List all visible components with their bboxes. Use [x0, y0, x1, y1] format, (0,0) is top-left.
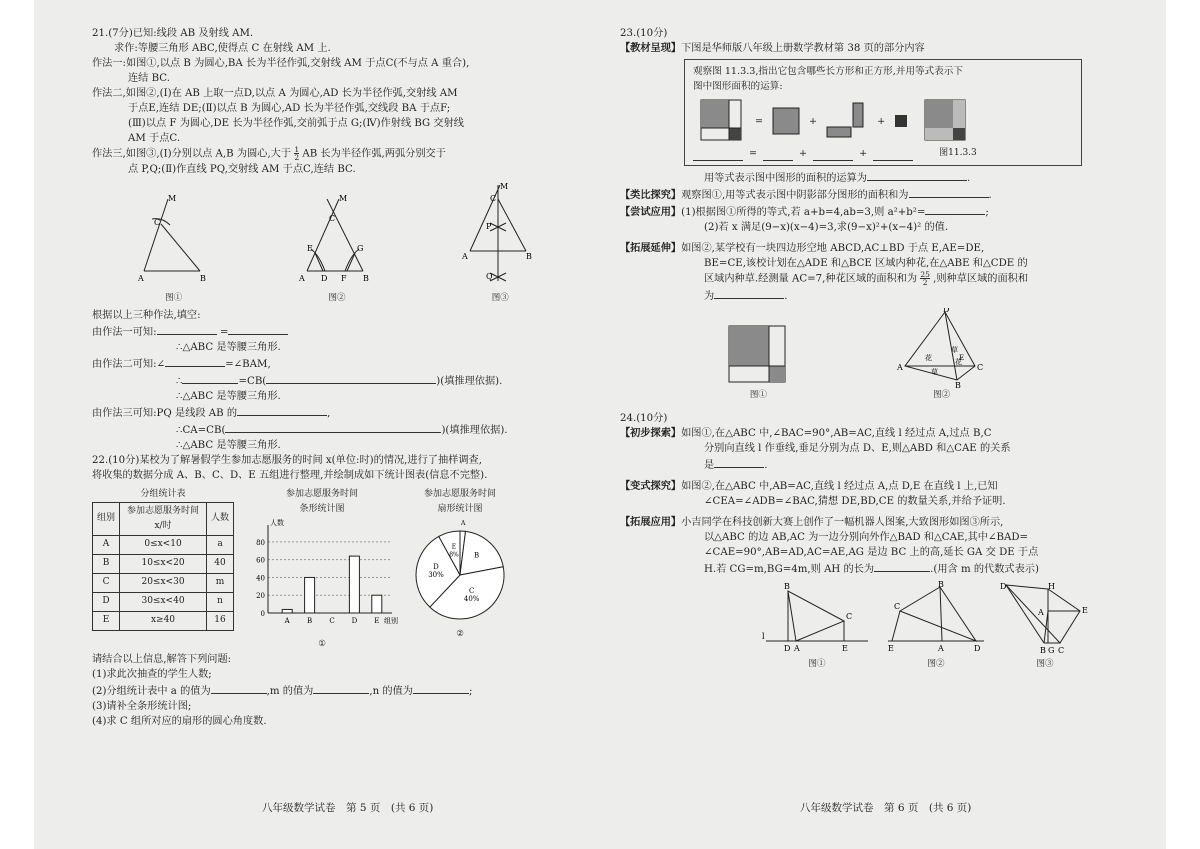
svg-text:C: C: [846, 611, 853, 621]
svg-text:M: M: [500, 181, 509, 191]
svg-text:M: M: [167, 193, 176, 203]
bar: [349, 556, 359, 613]
q23-part4a: 【拓展延伸】如图②,某学校有一块四边形空地 ABCD,AC⊥BD 于点 E,AE=DE,: [620, 242, 985, 254]
pie-label: 8%: [449, 551, 459, 559]
svg-text:A: A: [137, 273, 144, 283]
bar-chart: [242, 517, 402, 637]
svg-text:C: C: [894, 601, 901, 611]
bar: [282, 609, 292, 613]
q21-fill-1a: 由作法一可知: =: [92, 323, 582, 340]
answer-blank[interactable]: [228, 323, 288, 335]
q24-figure-1: l B C D A E 图①: [762, 581, 853, 669]
answer-blank[interactable]: [225, 421, 441, 433]
q23-part4b: BE=CE,该校计划在△ADE 和△BCE 区域内种花,在△ABE 和△CDE 的: [704, 258, 1028, 269]
square-a-figure: [771, 106, 801, 136]
q24-part2b: ∠CEA=∠ADB=∠BAC,猜想 DE,BD,CE 的数量关系,并给予证明.: [704, 495, 1006, 507]
box-line-1: 观察图 11.3.3,指出它包含哪些长方形和正方形,并用等式表示下: [693, 66, 963, 77]
y-tick-label: 80: [256, 538, 266, 547]
q24-part1c: 是 .: [620, 456, 1090, 473]
q22-intro: 请结合以上信息,解答下列问题:: [92, 653, 232, 665]
pie-chart-block: [410, 487, 510, 642]
y-tick-label: 0: [260, 609, 266, 618]
svg-text:F: F: [340, 273, 347, 283]
x-tick-label: E: [374, 616, 380, 625]
table-header-group: 组别: [93, 502, 120, 535]
q22-sub2: (2)分组统计表中 a 的值为 ,m 的值为 ,n 的值为 ;: [92, 682, 582, 699]
answer-blank[interactable]: [182, 372, 238, 384]
q23-figure-1: 图①: [723, 322, 793, 403]
svg-text:D: D: [1000, 581, 1007, 591]
table-row: A 0≤x<10 a: [93, 535, 234, 554]
svg-text:A: A: [938, 643, 944, 653]
q22-sub3: (3)请补全条形统计图;: [92, 700, 192, 712]
svg-text:E: E: [842, 643, 848, 653]
svg-text:D: D: [974, 643, 981, 653]
svg-text:A: A: [1038, 607, 1044, 617]
svg-text:草: 草: [950, 345, 958, 354]
svg-text:C: C: [328, 213, 336, 223]
q21-method2-line2: 于点E,连结 DE;(Ⅱ)以点 B 为圆心,AD 长为半径作弧,交线段 BA 于点F;: [128, 103, 451, 114]
q21-fill-2a: 由作法二可知:∠ =∠BAM,: [92, 355, 582, 372]
svg-text:C: C: [976, 362, 983, 372]
q21-head: 21.(7分)已知:线段 AB 及射线 AM.: [92, 28, 254, 39]
svg-text:E: E: [958, 353, 964, 362]
q23-figure-2: 花 草 花 草 A D C B E 图②: [897, 308, 987, 403]
svg-text:G: G: [1048, 645, 1055, 655]
q23-head: 23.(10分): [620, 28, 668, 39]
svg-text:C: C: [490, 193, 497, 203]
svg-text:A: A: [794, 643, 800, 653]
q22-sub1: (1)求此次抽查的学生人数;: [92, 668, 212, 680]
answer-blank[interactable]: [237, 404, 327, 416]
svg-text:C: C: [153, 217, 160, 227]
q21-fill-3b: ∴CA=CB( )(填推理依据).: [92, 421, 582, 438]
q24-part3b: 以△ABC 的边 AB,AC 为一边分别向外作△BAD 和△CAE,其中∠BAD=: [704, 531, 1029, 543]
svg-text:花: 花: [954, 357, 962, 366]
q21-fill-3c: ∴△ABC 是等腰三角形.: [176, 439, 281, 451]
answer-blank[interactable]: [714, 456, 764, 468]
answer-blank[interactable]: [157, 323, 217, 335]
page-6-footer: 八年级数学试卷 第 6 页 (共 6 页): [800, 802, 972, 814]
svg-text:B: B: [199, 273, 206, 283]
box-line-2: 图中图形面积的运算:: [693, 81, 783, 92]
box-figure-caption: 图11.3.3: [939, 148, 977, 158]
table-row: E x≥40 16: [93, 611, 234, 630]
fraction-25-2: $\frac{25}{2}$: [920, 270, 930, 287]
q24-figure-3: D H E A B G C 图③: [1000, 581, 1088, 669]
svg-text:B: B: [784, 581, 790, 591]
svg-text:l: l: [762, 631, 765, 641]
svg-text:H: H: [1048, 581, 1055, 591]
svg-text:E: E: [306, 243, 313, 253]
page-5-footer: 八年级数学试卷 第 5 页 (共 6 页): [262, 802, 434, 814]
answer-blank[interactable]: [266, 372, 436, 384]
svg-text:M: M: [338, 193, 348, 203]
answer-blank[interactable]: [873, 149, 913, 161]
answer-blank[interactable]: [211, 682, 267, 694]
box-equation-row: = + + 图11.3.3: [693, 146, 1073, 161]
pie-label: D: [433, 562, 439, 571]
q23-part4c: 区域内种草.经测量 AC=7,种花区域的面积和为 $\frac{25}{2}$ ,则种草区域的面积和: [704, 270, 1029, 287]
q24-head: 24.(10分): [620, 412, 668, 424]
svg-text:D: D: [784, 643, 791, 653]
q21-method2-line1: 作法二,如图②,(Ⅰ)在 AB 上取一点D,以点 A 为圆心,AD 长为半径作弧,交射线 AM: [92, 88, 458, 99]
svg-text:P: P: [486, 221, 492, 231]
q24-part1b: 分别向直线 l 作垂线,垂足分别为点 D、E,则△ABD 和△CAE 的关系: [704, 442, 1011, 454]
svg-text:B: B: [954, 380, 961, 388]
pie-label: E: [451, 543, 457, 551]
table-row: C 20≤x<30 m: [93, 573, 234, 592]
fraction-half: $\frac{1}{2}$: [294, 145, 300, 162]
group-table-block: [92, 487, 234, 631]
rectangles-ab-figure: [825, 101, 869, 141]
svg-text:D: D: [320, 273, 328, 283]
svg-text:E: E: [888, 643, 894, 653]
pie-chart-title-2: 扇形统计图: [437, 503, 483, 514]
q23-part2: 【类比探究】观察图①,用等式表示图中阴影部分图形的面积和为 .: [620, 186, 1090, 203]
pie-chart: [410, 517, 510, 627]
answer-blank[interactable]: [763, 149, 793, 161]
svg-text:花: 花: [924, 353, 932, 362]
q21-figures: [92, 181, 582, 306]
pie-label: C: [469, 586, 475, 595]
q21-method3-line1: 作法三,如图③,(Ⅰ)分别以点 A,B 为圆心,大于 $\frac{1}{2}$ AB 长为半径作弧,两弧分别交于: [92, 145, 446, 162]
svg-text:B: B: [526, 251, 533, 261]
table-row: D 30≤x<40 n: [93, 592, 234, 611]
q21-method3-line2: 点 P,Q;(Ⅱ)作直线 PQ,交射线 AM 于点C,连结 BC.: [128, 163, 356, 175]
table-row: B 10≤x<20 40: [93, 554, 234, 573]
q22-head: 22.(10分)某校为了解暑假学生参加志愿服务的时间 x(单位:时)的情况,进行了抽样调查,: [92, 454, 482, 466]
q21-ask: 求作:等腰三角形 ABC,使得点 C 在射线 AM 上.: [114, 43, 331, 54]
combined-square-figure: [693, 96, 747, 146]
q21-method1-line2: 连结 BC.: [128, 73, 170, 84]
q23-part3b: (2)若 x 满足(9−x)(x−4)=3,求(9−x)²+(x−4)² 的值.: [704, 222, 949, 233]
pie-chart-caption: ②: [456, 628, 464, 639]
answer-blank[interactable]: [714, 287, 784, 299]
q21-fill-intro: 根据以上三种作法,填空:: [92, 309, 201, 321]
q22-head-2: 将收集的数据分成 A、B、C、D、E 五组进行整理,并绘制成如下统计图表(信息不完整).: [92, 469, 488, 481]
svg-text:B: B: [938, 580, 944, 589]
q21-method2-line4: AM 于点C.: [128, 133, 181, 144]
svg-text:A: A: [462, 251, 469, 261]
q21-method2-line3: (Ⅲ)以点 F 为圆心,DE 长为半径作弧,交前弧于点 G;(Ⅳ)作射线 BG 交射线: [128, 118, 464, 129]
q24-figures: [620, 581, 1090, 672]
q23-part1: 【教材呈现】下图是华师版八年级上册数学教材第 38 页的部分内容: [620, 42, 925, 54]
svg-text:G: G: [356, 243, 364, 253]
y-tick-label: 40: [256, 573, 266, 582]
bar: [372, 595, 382, 613]
y-tick-label: 60: [256, 556, 266, 565]
q21-figure-1: A B C M 图①: [137, 193, 206, 303]
pie-label: A: [460, 519, 466, 527]
page-6: [620, 26, 1090, 674]
q21-method1-line1: 作法一:如图①,以点 B 为圆心,BA 长为半径作弧,交射线 AM 于点C(不与点 A 重合),: [92, 58, 470, 69]
x-tick-label: B: [307, 616, 313, 625]
x-tick-label: C: [329, 616, 335, 625]
answer-blank[interactable]: [925, 203, 985, 215]
group-table: [92, 502, 234, 631]
svg-text:E: E: [1082, 605, 1088, 615]
combined-square-figure-2: [917, 96, 971, 146]
bar: [305, 577, 315, 613]
svg-text:C: C: [1058, 645, 1065, 655]
answer-blank[interactable]: [867, 169, 967, 181]
svg-text:Q: Q: [486, 271, 493, 281]
svg-text:A: A: [896, 362, 903, 372]
q23-part4d: 为 .: [620, 287, 1090, 304]
svg-text:B: B: [1040, 645, 1046, 655]
table-header-count: 人数: [207, 502, 234, 535]
answer-blank[interactable]: [313, 682, 369, 694]
x-tick-label: A: [284, 616, 290, 625]
q24-part3d: H.若 CG=m,BG=4m,则 AH 的长为 .(用含 m 的代数式表示): [620, 560, 1090, 577]
svg-text:草: 草: [930, 367, 938, 376]
q21-figure-2: A D F B E G C M 图②: [298, 193, 369, 303]
bar-chart-block: [242, 487, 402, 652]
answer-blank[interactable]: [165, 355, 225, 367]
answer-blank[interactable]: [909, 186, 989, 198]
q21-fill-2b: ∴ =CB( )(填推理依据).: [92, 372, 582, 389]
pie-label: 40%: [463, 594, 480, 603]
bar-chart-title-1: 参加志愿服务时间: [286, 488, 359, 499]
answer-blank[interactable]: [874, 560, 930, 572]
bar-chart-caption: ①: [318, 638, 326, 649]
q24-figure-2: C B E A D 图②: [888, 580, 981, 669]
pie-label: 30%: [428, 570, 444, 579]
q21-fill-1b: ∴△ABC 是等腰三角形.: [176, 341, 281, 353]
q23-figures: [620, 308, 1090, 403]
x-axis-label: 组别: [384, 616, 399, 625]
svg-text:D: D: [942, 307, 950, 314]
q24-part3a: 【拓展应用】小吉同学在科技创新大赛上创作了一幅机器人图案,大致图形如图③所示,: [620, 515, 1004, 528]
q21-figure-3: A B C M P Q 图③: [462, 181, 533, 303]
square-b-figure: [893, 113, 909, 129]
q21-fill-2c: ∴△ABC 是等腰三角形.: [176, 390, 281, 402]
table-title: 分组统计表: [140, 488, 186, 499]
q24-part3c: ∠CAE=90°,AB=AD,AC=AE,AG 是边 BC 上的高,延长 GA 交 DE 于点: [704, 546, 1039, 558]
q22-figures: [92, 487, 582, 652]
bar-chart-title-2: 条形统计图: [299, 503, 345, 514]
svg-text:A: A: [298, 273, 305, 283]
q23-after-box: 用等式表示图中图形的面积的运算为 .: [620, 169, 1090, 186]
pie-label: B: [474, 550, 480, 559]
table-header-time: 参加志愿服务时间 x/时: [120, 502, 207, 535]
q22-sub4: (4)求 C 组所对应的扇形的圆心角度数.: [92, 715, 267, 727]
pie-chart-title-1: 参加志愿服务时间: [424, 488, 497, 499]
y-axis-label: 人数: [270, 518, 285, 527]
q23-part3a: 【尝试应用】(1)根据图①所得的等式,若 a+b=4,ab=3,则 a²+b²= ;: [620, 203, 1090, 220]
answer-blank[interactable]: [693, 149, 743, 161]
textbook-excerpt-box: [684, 59, 1082, 166]
y-tick-label: 20: [256, 591, 266, 600]
page-5: [92, 26, 582, 729]
x-tick-label: D: [351, 616, 358, 625]
svg-text:B: B: [362, 273, 369, 283]
answer-blank[interactable]: [813, 149, 853, 161]
q24-part1a: 【初步探索】如图①,在△ABC 中,∠BAC=90°,AB=AC,直线 l 经过点 A,过点 B,C: [620, 426, 992, 439]
q24-part2a: 【变式探究】如图②,在△ABC 中,AB=AC,直线 l 经过点 A,点 D,E 在直线 l 上,已知: [620, 479, 998, 492]
answer-blank[interactable]: [413, 682, 469, 694]
q21-fill-3a: 由作法三可知:PQ 是线段 AB 的 ,: [92, 404, 582, 421]
area-diagram-row: = + +: [693, 96, 1073, 146]
